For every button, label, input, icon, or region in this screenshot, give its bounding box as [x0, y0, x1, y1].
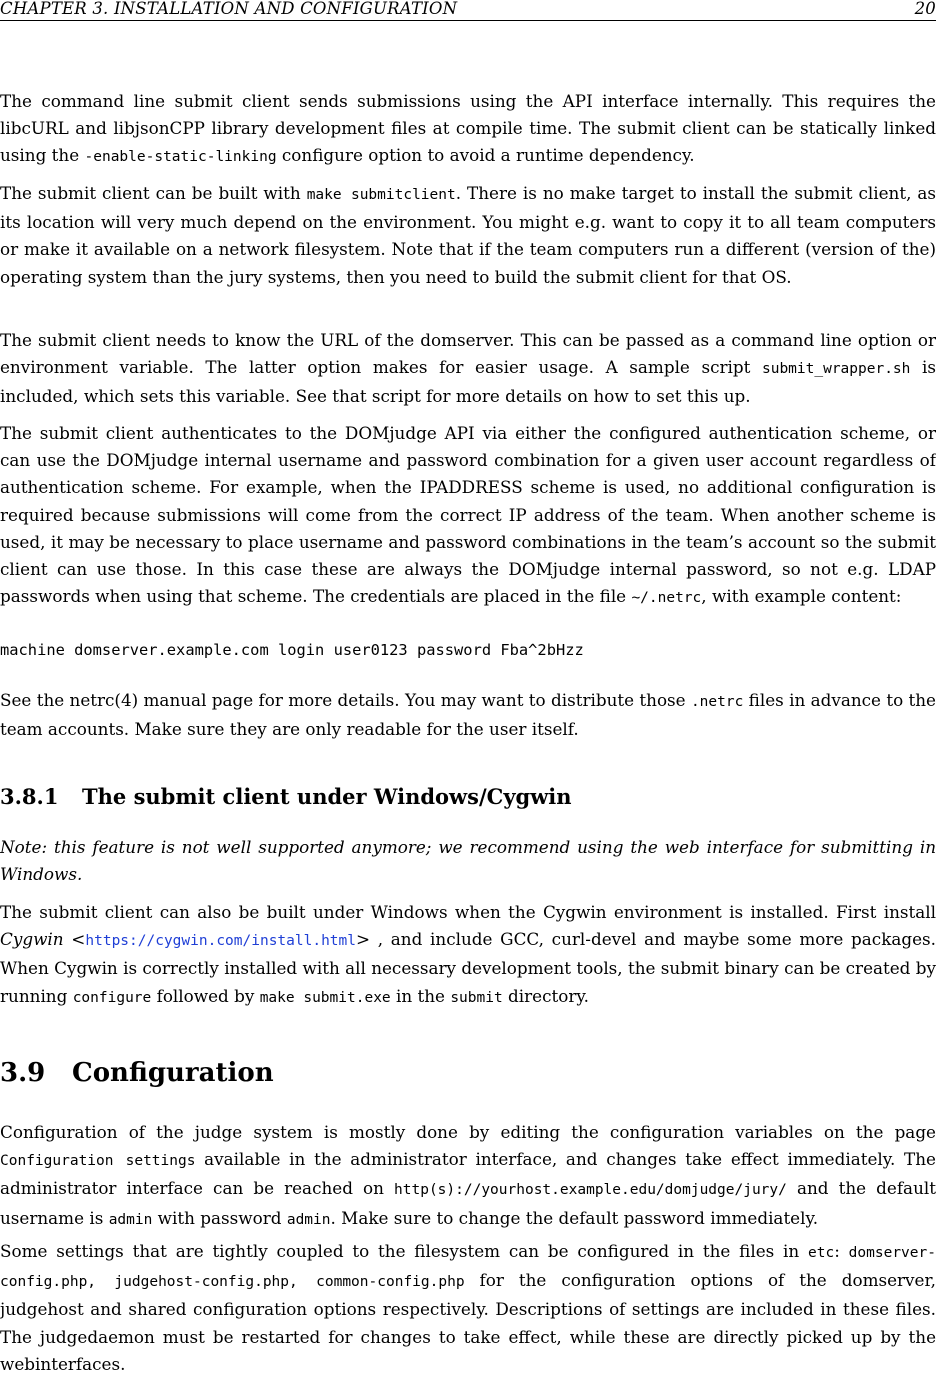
code-config-files: domserver-config.php, judgehost-config.php, common-config.php — [0, 1245, 936, 1291]
running-header — [0, 0, 936, 21]
text-run: available in the administrator interface, and changes take effect immediately. The administrator interface can be reached on — [0, 1149, 936, 1199]
text-run: followed by — [151, 985, 260, 1006]
code-etc: etc — [808, 1245, 835, 1261]
section-number: 3.9 — [0, 1058, 46, 1088]
code-netrc: .netrc — [690, 694, 744, 710]
subsection-number: 3.8.1 — [0, 784, 59, 809]
code-submit-dir: submit — [450, 989, 503, 1006]
code-config-settings: Configuration settings — [0, 1153, 196, 1170]
paragraph-domserver-url — [0, 327, 936, 411]
code-admin-username: admin — [108, 1211, 153, 1228]
text-run: configure option to avoid a runtime dependency. — [276, 145, 695, 166]
cygwin-name: Cygwin — [0, 929, 64, 950]
code-configure: configure — [72, 989, 152, 1006]
code-make-target: make submitclient — [306, 187, 456, 203]
text-run: The submit client authenticates to the DOMjudge API via either the configured authentication scheme, or can use the DOMjudge internal username and password combination for a given user account regardless of authentication scheme. For example, when the IPADDRESS scheme is used, no additional configuration is required because submissions will come from the correct IP address of the team. When another scheme is used, it may be necessary to place username and password combinations in the team’s account so the submit client can use those. In this case these are always the DOMjudge internal password, so not e.g. LDAP passwords when using that scheme. The credentials are placed in the file — [0, 423, 936, 607]
paragraph-configuration — [0, 1119, 936, 1234]
code-script-name: submit_wrapper.sh — [761, 361, 911, 378]
text-run: The submit client needs to know the URL of the domserver. This can be passed as a command line option or environment variable. The latter option makes for easier usage. A sample script — [0, 330, 936, 378]
code-netrc-path: ~/.netrc — [631, 590, 702, 607]
cygwin-install-link[interactable]: https://cygwin.com/install.html — [85, 933, 356, 950]
paragraph-authentication — [0, 420, 936, 612]
text-run: is included, which sets this variable. See that script for more details on how to set this up. — [0, 357, 936, 407]
code-jury-url: http(s)://yourhost.example.edu/domjudge/jury/ — [394, 1182, 787, 1199]
paragraph-netrc-manual — [0, 687, 936, 743]
code-admin-password: admin — [286, 1211, 331, 1228]
note-paragraph: Note: this feature is not well supported anymore; we recommend using the web interface for submitting in Windows. — [0, 837, 936, 885]
subsection-title: The submit client under Windows/Cygwin — [82, 784, 572, 809]
text-run: in the — [390, 985, 451, 1006]
text-run: : — [834, 1241, 849, 1261]
text-run: > , and include GCC, curl-devel and maybe some more packages. When Cygwin is correctly installed with all necessary development tools, the submit binary can be created by running — [0, 929, 936, 1006]
text-run: See the netrc(4) manual page for more details. You may want to distribute those — [0, 690, 691, 710]
text-run: . There is no make target to install the submit client, as its location will very much depend on the environment. You might e.g. want to copy it to all team computers or make it available on a network filesystem. Note that if the team computers run a different (version of the) operating system than the jury systems, then you need to build the submit client for that OS. — [0, 183, 936, 287]
paragraph-cygwin-build — [0, 899, 936, 1012]
text-run: Configuration of the judge system is mostly done by editing the configuration variables on the page — [0, 1122, 936, 1142]
text-run: and the default username is — [0, 1178, 936, 1228]
text-run: The command line submit client sends submissions using the API interface internally. This requires the libcURL and libjsonCPP library development files at compile time. The submit client can be statically linked using the — [0, 91, 936, 166]
text-run: . Make sure to change the default password immediately. — [330, 1207, 819, 1228]
text-run: , with example content: — [701, 586, 902, 607]
text-run: directory. — [502, 985, 589, 1006]
subsection-heading — [0, 780, 572, 814]
paragraph-config-files — [0, 1238, 936, 1378]
text-run: for the configuration options of the domserver, judgehost and shared configuration options respectively. Descriptions of settings are included in these files. The judgedaemon must be restarted for changes to take effect, while these are directly picked up by the webinterfaces. — [0, 1270, 936, 1374]
paragraph-submit-client-api — [0, 88, 936, 172]
text-run: files in advance to the team accounts. Make sure they are only readable for the user itself. — [0, 690, 936, 740]
netrc-code-example: machine domserver.example.com login user0123 password Fba^2bHzz — [0, 641, 584, 659]
code-configure-option: -enable-static-linking — [84, 149, 277, 166]
text-run: Some settings that are tightly coupled to the filesystem can be configured in the files in — [0, 1241, 809, 1261]
code-make-submit-exe: make submit.exe — [259, 989, 391, 1006]
text-run: The submit client can be built with — [0, 183, 307, 203]
section-heading — [0, 1055, 274, 1091]
paragraph-build-submit-client — [0, 180, 936, 291]
chapter-title: CHAPTER 3. INSTALLATION AND CONFIGURATION — [0, 0, 458, 18]
page-number: 20 — [914, 0, 936, 18]
text-run: with password — [152, 1207, 287, 1228]
text-run: The submit client can also be built under Windows when the Cygwin environment is installed. First install — [0, 902, 936, 922]
section-title: Configuration — [72, 1058, 274, 1088]
text-run: < — [63, 929, 86, 950]
